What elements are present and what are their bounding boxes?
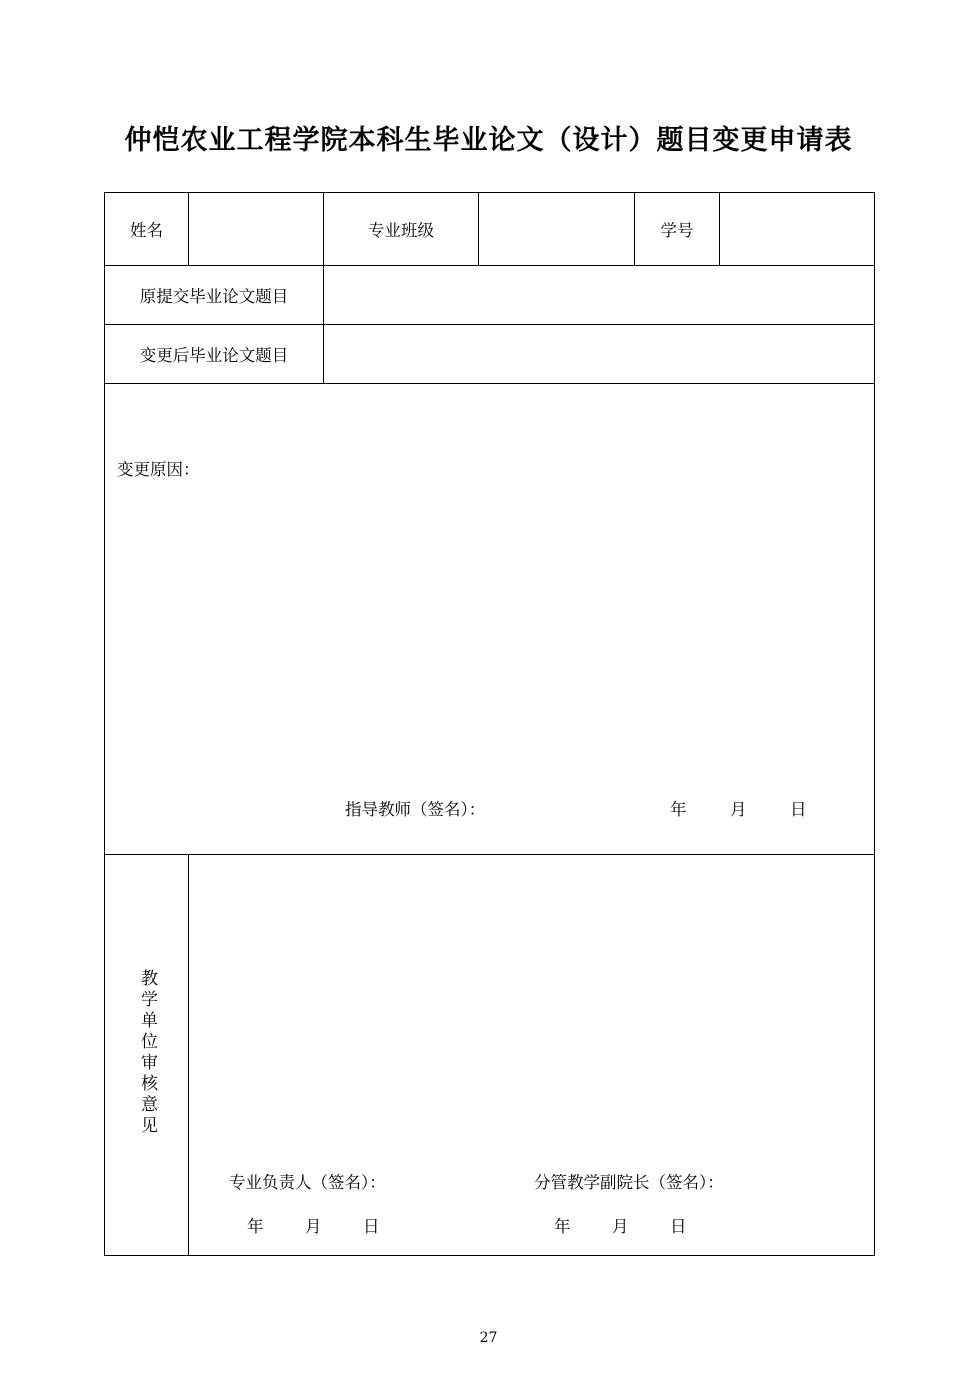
review-opinion-label: 教学单位审核意见: [137, 969, 157, 1137]
table-row: [105, 855, 875, 1256]
major-head-signature-date[interactable]: [247, 1213, 421, 1237]
table-row: [105, 384, 875, 855]
page-number: 27: [479, 1330, 498, 1346]
name-value-field[interactable]: [189, 193, 324, 266]
month-label: 月: [305, 1217, 322, 1236]
month-label: 月: [612, 1217, 629, 1236]
table-row: [105, 266, 875, 325]
day-label: 日: [670, 1217, 687, 1236]
day-label: 日: [363, 1217, 380, 1236]
table-row: [105, 193, 875, 266]
major-class-label: 专业班级: [324, 193, 479, 266]
student-id-label: 学号: [635, 193, 720, 266]
vice-dean-signature-date[interactable]: [554, 1213, 728, 1237]
new-title-value-field[interactable]: [324, 325, 875, 384]
review-opinion-label-cell: [105, 855, 189, 1256]
original-title-label: 原提交毕业论文题目: [105, 266, 324, 325]
year-label: 年: [554, 1217, 571, 1236]
name-label: 姓名: [105, 193, 189, 266]
advisor-signature-label: 指导教师（签名）：: [345, 800, 486, 819]
review-opinion-cell[interactable]: [189, 855, 875, 1256]
application-form-table: [104, 192, 875, 1256]
year-label: 年: [670, 800, 687, 819]
student-id-value-field[interactable]: [720, 193, 875, 266]
original-title-value-field[interactable]: [324, 266, 875, 325]
change-reason-cell[interactable]: [105, 384, 875, 855]
page-title: 仲恺农业工程学院本科生毕业论文（设计）题目变更申请表: [124, 125, 853, 156]
day-label: 日: [790, 800, 807, 819]
change-reason-label: 变更原因：: [117, 460, 200, 479]
vice-dean-signature-label: 分管教学副院长（签名）：: [534, 1173, 724, 1192]
year-label: 年: [247, 1217, 264, 1236]
major-class-value-field[interactable]: [479, 193, 635, 266]
month-label: 月: [730, 800, 747, 819]
new-title-label: 变更后毕业论文题目: [105, 325, 324, 384]
table-row: [105, 325, 875, 384]
advisor-signature-date[interactable]: [670, 796, 850, 820]
major-head-signature-label: 专业负责人（签名）：: [229, 1173, 386, 1192]
